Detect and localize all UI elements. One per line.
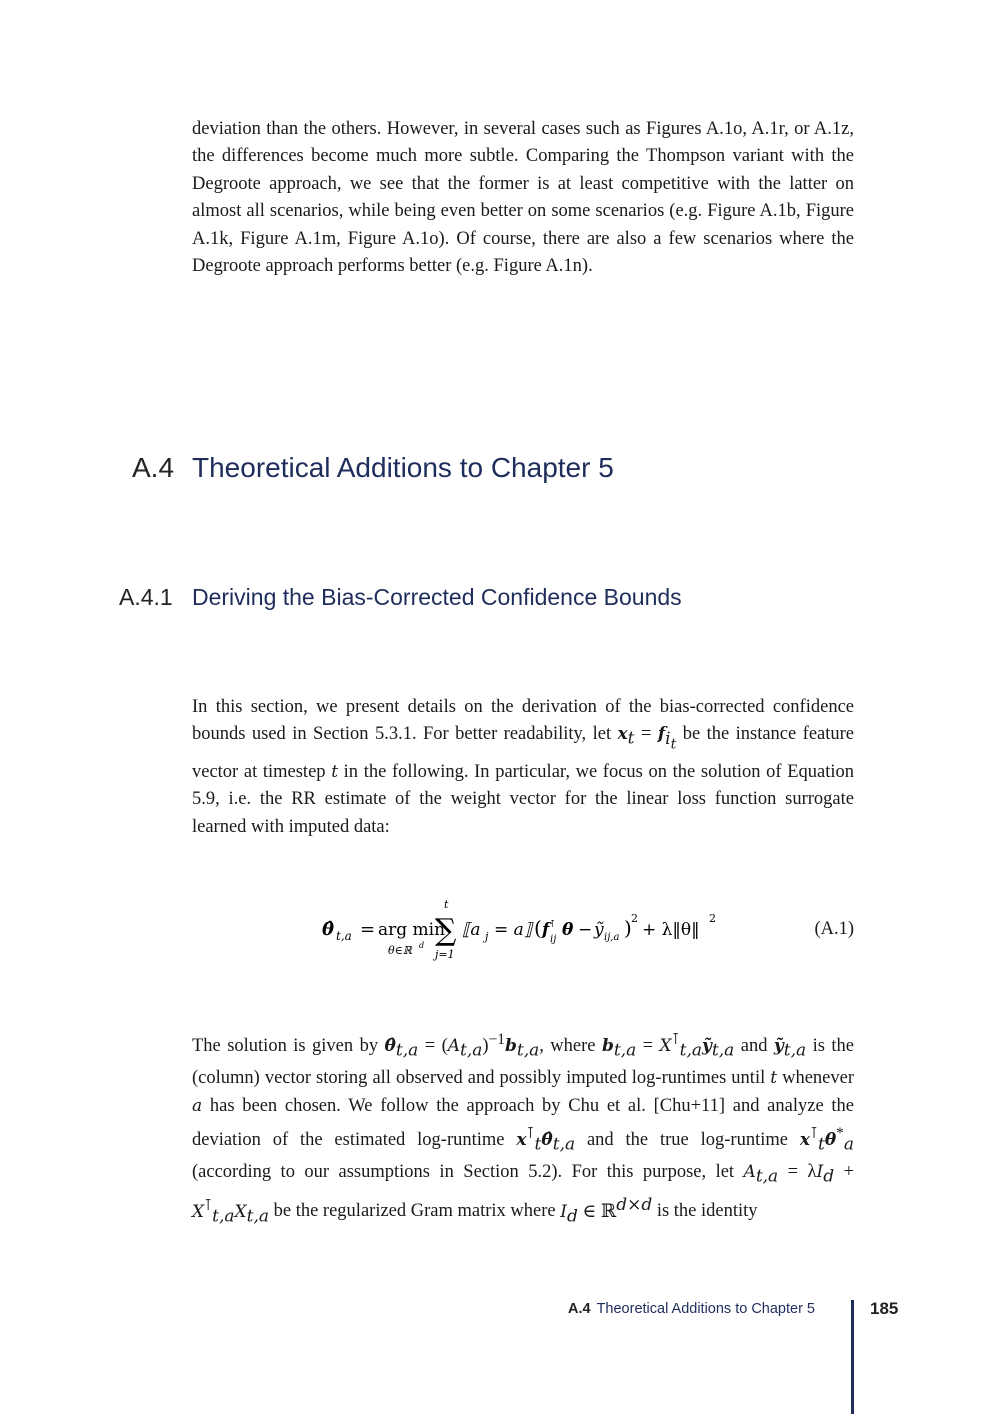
eq-theta: θ bbox=[562, 920, 574, 940]
p3-text-3: and bbox=[734, 1036, 774, 1057]
eq-sum-sign: ∑ bbox=[435, 913, 457, 948]
eq-f: f bbox=[542, 920, 550, 940]
p3-text-2: , where bbox=[539, 1036, 602, 1057]
section-number: A.4 bbox=[132, 452, 175, 483]
eq-indicator-rest: = a⟧ bbox=[494, 920, 533, 940]
eq-sum-bottom: j=1 bbox=[435, 948, 455, 961]
footer-section-title: Theoretical Additions to Chapter 5 bbox=[596, 1301, 815, 1317]
math-a: a bbox=[192, 1095, 203, 1116]
running-footer bbox=[568, 1301, 815, 1317]
p3-text-1: The solution is given by bbox=[192, 1036, 385, 1057]
footer-rule bbox=[851, 1300, 854, 1414]
p3-text-5: whenever bbox=[777, 1068, 855, 1089]
math-t: t bbox=[331, 761, 339, 782]
eq-argmin: arg min bbox=[378, 920, 446, 940]
eq-indicator: ⟦a bbox=[462, 920, 481, 940]
math-b-def: $b_{t,a}$ = $X^⊺_{t,a}ỹ_{t,a}$ bbox=[601, 1031, 735, 1061]
p3-text-7: and the true log-runtime bbox=[575, 1130, 800, 1151]
intro-paragraph: deviation than the others. However, in several cases such as Figures A.1o, A.1r, or A.1z, the differences become much more subtle. Comparing the Thompson variant with the Degroote approach, we see that the former is at least competitive with the latter on almost all scenarios, while being even better on some scenarios (e.g. Figure A.1b, Figure A.1k, Figure A.1m, Figure A.1o). Of course, there are also a few scenarios where the Degroote approach performs better (e.g. Figure A.1n). bbox=[192, 119, 854, 277]
equation-body bbox=[322, 895, 722, 965]
eq-equals: = bbox=[360, 919, 376, 940]
footer-section-number: A.4 bbox=[567, 1301, 591, 1317]
p3-text-6: has been chosen. We follow the approach by Chu et al. [Chu+11] and analyze the deviation of the estimated log-runtime bbox=[192, 1095, 854, 1151]
subsection-title: Deriving the Bias-Corrected Confidence Bounds bbox=[192, 584, 682, 610]
math-true: $x^⊺_t\theta^*_a$ bbox=[799, 1125, 855, 1155]
subsection-number: A.4.1 bbox=[119, 584, 173, 610]
eq-aj-sub: j bbox=[485, 930, 489, 943]
math-identity: $I_d$ ∈ ℝ$^{d\times d}$ bbox=[560, 1194, 653, 1227]
p2-text-3: in the following. In particular, we focus on the solution of Equation 5.9, i.e. the RR estimate of the weight vector for the linear loss function surrogate learned with imputed data: bbox=[192, 761, 854, 837]
equation-a1 bbox=[192, 895, 854, 965]
math-gram: $A_{t,a} = \lambda I_d + X^⊺_{t,a}X_{t,a}$ bbox=[192, 1162, 854, 1227]
eq-argmin-sub-sup: d bbox=[419, 941, 425, 950]
eq-open-paren: ( bbox=[534, 916, 542, 940]
eq-argmin-sub: θ∈ℝ bbox=[388, 944, 412, 957]
eq-minus: − bbox=[578, 920, 593, 940]
p3-text-9: be the regularized Gram matrix where bbox=[269, 1201, 561, 1222]
eq-f-sub: ij bbox=[550, 934, 557, 945]
eq-lhs: θ̂ bbox=[322, 919, 335, 940]
page-number: 185 bbox=[870, 1299, 899, 1318]
eq-square-2: 2 bbox=[709, 912, 716, 925]
math-theta-solution: $\thetâ_{t,a} = (A_{t,a})^{-1}b_{t,a}$ bbox=[384, 1031, 540, 1061]
eq-lhs-sub: t,a bbox=[336, 929, 352, 943]
p3-text-8: (according to our assumptions in Section 5.2). For this purpose, let bbox=[192, 1162, 744, 1183]
eq-square-1: 2 bbox=[631, 912, 638, 925]
eq-ytilde-sub: ij,a bbox=[604, 932, 620, 943]
eq-sum-top: t bbox=[444, 898, 449, 911]
eq-transpose: ⊺ bbox=[550, 919, 556, 930]
math-xt-equals-fit: $x_t = f_{i_t}$ bbox=[617, 724, 677, 753]
paragraph-solution bbox=[192, 1026, 854, 1231]
equation-label: (A.1) bbox=[814, 919, 854, 939]
section-title: Theoretical Additions to Chapter 5 bbox=[192, 452, 614, 483]
p3-text-4: is the (column) vector storing all observed and possibly imputed log-runtimes until bbox=[192, 1036, 854, 1089]
eq-close-paren: ) bbox=[624, 916, 632, 940]
paragraph-derivation-intro bbox=[192, 694, 854, 841]
eq-ytilde: ỹ bbox=[594, 920, 604, 940]
math-y-vector: ỹ$_{t,a}$ bbox=[773, 1036, 807, 1061]
math-estimate: $x^⊺_t\thetâ_{t,a}$ bbox=[516, 1125, 576, 1155]
p2-text-1: In this section, we present details on the derivation of the bias-corrected confidence bounds used in Section 5.3.1. For better readability, let bbox=[192, 697, 854, 745]
p2-text-2: be the instance feature vector at timestep bbox=[192, 724, 855, 782]
p3-text-10: is the identity bbox=[652, 1201, 758, 1222]
eq-reg-term: + λ‖θ‖ bbox=[642, 920, 700, 940]
math-t-2: t bbox=[770, 1068, 778, 1089]
